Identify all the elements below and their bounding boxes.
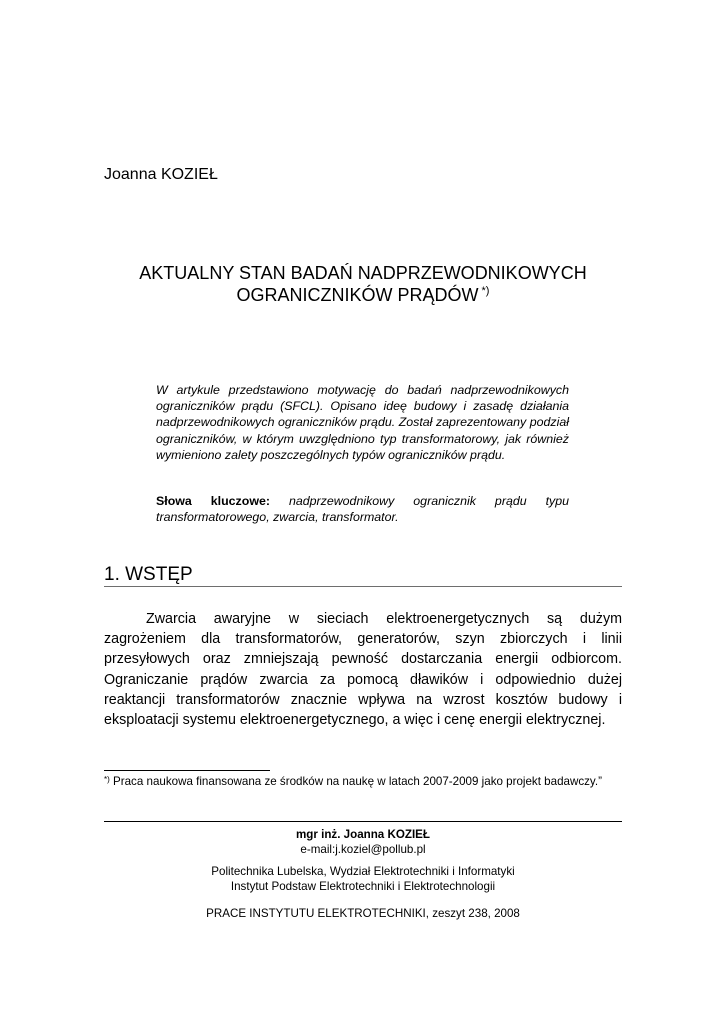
title-line-1: AKTUALNY STAN BADAŃ NADPRZEWODNIKOWYCH [139, 263, 587, 283]
affiliation-email: e-mail:j.koziel@pollub.pl [300, 843, 426, 856]
footnote-marker: *) [104, 775, 110, 784]
journal-reference: PRACE INSTYTUTU ELEKTROTECHNIKI, zeszyt 238, 2008 [206, 907, 520, 920]
affiliation-divider [104, 821, 622, 822]
paper-title [104, 262, 622, 306]
abstract: W artykule przedstawiono motywację do badań nadprzewodnikowych ograniczników prądu (SFCL). Opisano ideę budowy i zasadę działania nadprzewodnikowych ograniczników prądu. Został zaprezentowany podział ograniczników, w którym uwzględniono typ transformatorowy, jak również wymieniono zalety poszczególnych typów ograniczników prądu. [156, 383, 569, 462]
keywords [156, 493, 569, 525]
institution-line-1: Politechnika Lubelska, Wydział Elektrotechniki i Informatyki [211, 865, 515, 878]
title-footnote-marker: *) [481, 285, 490, 297]
section-paragraph: Zwarcia awaryjne w sieciach elektroenergetycznych są dużym zagrożeniem dla transformatorów, generatorów, szyn zbiorczych i linii przesyłowych oraz zmniejszają pewność dostarczania energii odbiorcom. Ograniczanie prądów zwarcia za pomocą dławików i odpowiednio dużej reaktancji transformatorów znacznie wpływa na wzrost kosztów budowy i eksploatacji systemu elektroenergetycznego, a więc i cenę energii elektrycznej. [104, 611, 622, 729]
section-divider [104, 586, 622, 587]
footnote-text: Praca naukowa finansowana ze środków na naukę w latach 2007-2009 jako projekt badawczy.” [109, 775, 602, 788]
affiliation-name: mgr inż. Joanna KOZIEŁ [296, 828, 430, 841]
footnote [104, 774, 622, 789]
keywords-text: nadprzewodnikowy ogranicznik prądu typu transformatorowego, zwarcia, transformator. [156, 494, 569, 525]
footnote-divider [104, 770, 270, 771]
institution-line-2: Instytut Podstaw Elektrotechniki i Elektrotechnologii [230, 880, 496, 893]
section-heading: 1. WSTĘP [104, 564, 193, 585]
title-line-2 [104, 284, 622, 306]
author-header: Joanna KOZIEŁ [104, 166, 218, 183]
keywords-label: Słowa kluczowe: [156, 494, 270, 508]
title-line-2-text: OGRANICZNIKÓW PRĄDÓW [236, 285, 479, 305]
